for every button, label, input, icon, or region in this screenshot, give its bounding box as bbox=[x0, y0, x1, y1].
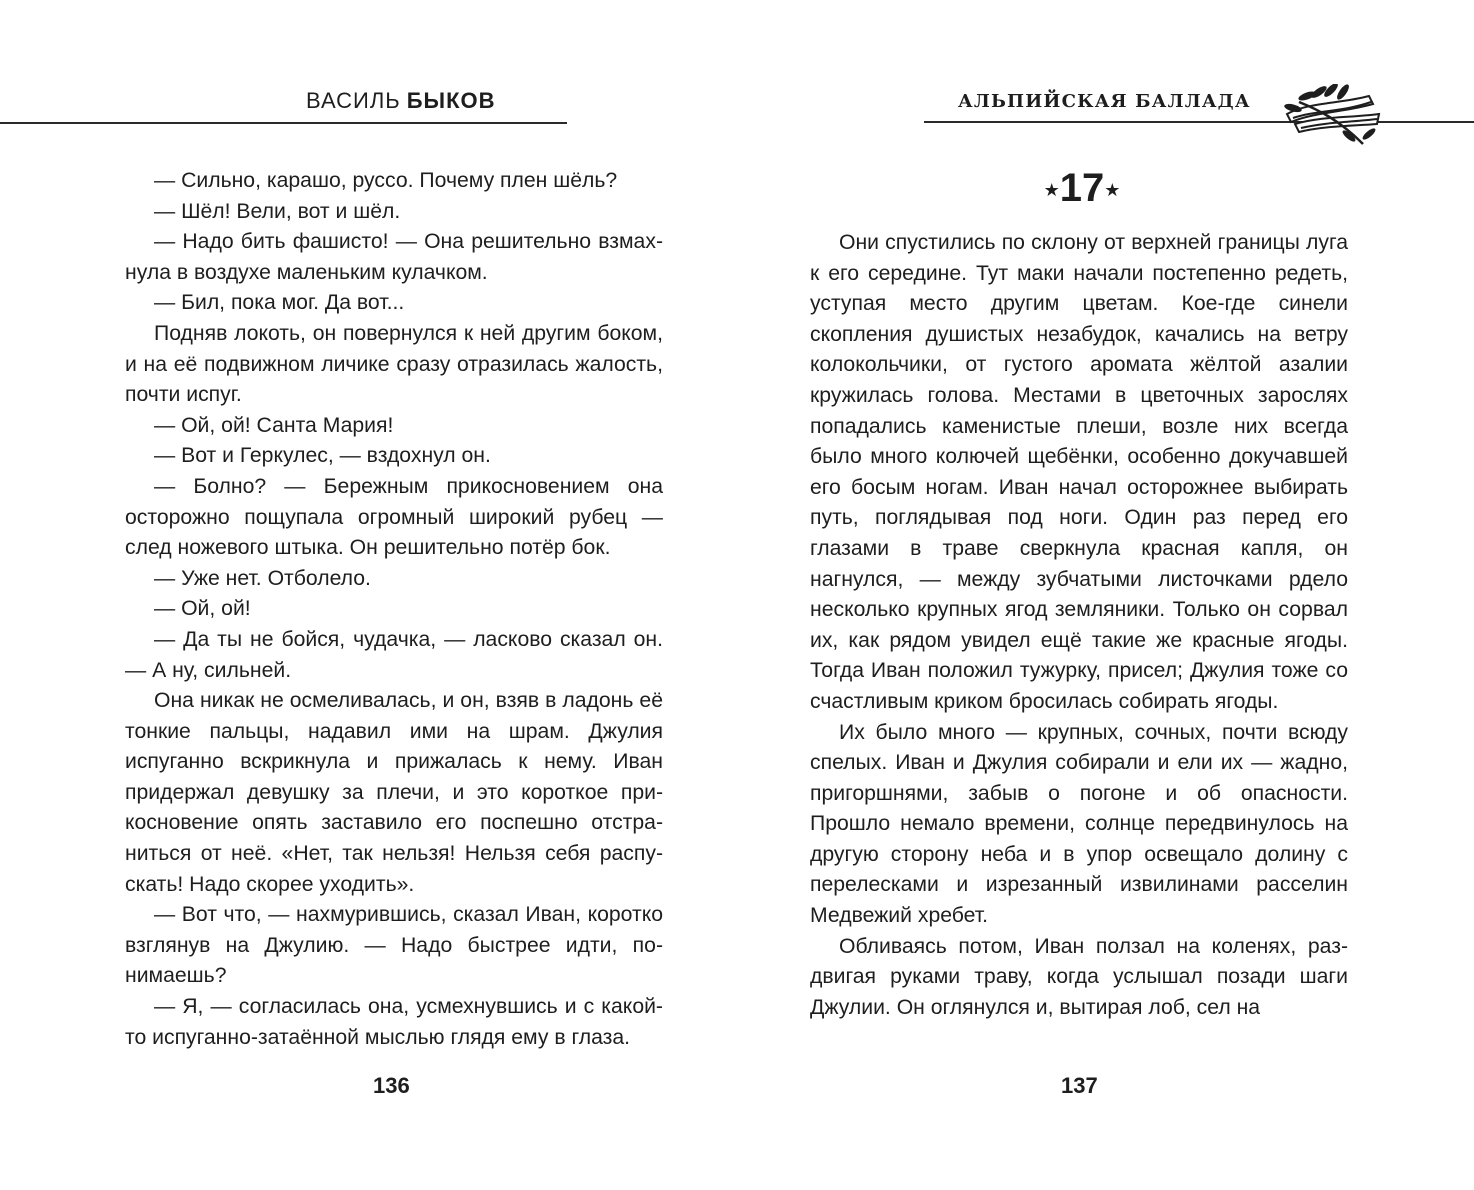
paragraph: — Ой, ой! bbox=[154, 597, 251, 621]
laurel-ribbon-icon bbox=[1279, 84, 1389, 148]
page-number-left: 136 bbox=[373, 1073, 410, 1098]
paragraph: — Шёл! Вели, вот и шёл. bbox=[154, 199, 401, 223]
paragraph: — Уже нет. Отболело. bbox=[154, 566, 371, 590]
running-header-left bbox=[0, 88, 567, 124]
right-page bbox=[737, 0, 1474, 1190]
body-text-right bbox=[810, 228, 1348, 1023]
paragraph: — Надо бить фашисто! — Она решительно взмахнула в воздухе маленьким кулачком. bbox=[125, 230, 663, 284]
paragraph: Их было много — крупных, сочных, почти всюду спелых. Иван и Джулия собирали и ели их — жадно, пригоршнями, забыв о погоне и об опасности. Прошло немало времени, солнце передвинулось на другую сторону неба и в упор освещало долину с перелесками и изрезанный извилинами расселин Медвежий хребет. bbox=[810, 720, 1348, 928]
paragraph: — Бил, пока мог. Да вот... bbox=[154, 291, 405, 315]
star-icon: ★ bbox=[1043, 179, 1060, 200]
paragraph: Она никак не осмеливалась, и он, взяв в ладонь её тонкие пальцы, надавил ими на шрам. Джулия испуганно вскрикнула и прижалась к нему. Иван придержал девушку за плечи, и это короткое прикосновение опять заставило его поспешно отстраниться от неё. «Нет, так нельзя! Нельзя себя распускать! Надо скорее уходить». bbox=[125, 689, 663, 896]
page-number-right: 137 bbox=[1061, 1073, 1098, 1098]
paragraph: — Сильно, карашо, руссо. Почему плен шёль? bbox=[154, 169, 618, 192]
paragraph: — Вот и Геркулес, — вздохнул он. bbox=[154, 444, 491, 468]
header-rule bbox=[924, 121, 1474, 123]
paragraph: — Ой, ой! Санта Мария! bbox=[154, 413, 394, 437]
paragraph: — Я, — согласилась она, усмехнувшись и с какой-то испуганно-затаённой мыслью глядя ему в глаза. bbox=[125, 995, 663, 1049]
book-title: АЛЬПИЙСКАЯ БАЛЛАДА bbox=[958, 91, 1251, 112]
paragraph: Подняв локоть, он повернулся к ней другим боком, и на её подвижном личике сразу отразилась жалость, почти испуг. bbox=[125, 321, 663, 407]
paragraph: Обливаясь потом, Иван ползал на коленях, раздвигая руками траву, когда услышал позади шаги Джулии. Он оглянулся и, вытирая лоб, сел на bbox=[810, 934, 1348, 1019]
author-name bbox=[306, 88, 496, 114]
author-last-name: БЫКОВ bbox=[406, 88, 496, 113]
author-first-name: ВАСИЛЬ bbox=[306, 88, 401, 113]
paragraph: — Болно? — Бережным прикосновением она осторожно пощупала огромный широкий рубец — след ножевого штыка. Он решительно потёр бок. bbox=[125, 474, 663, 560]
paragraph: Они спустились по склону от верхней границы луга к его середине. Тут маки начали постепенно редеть, уступая место другим цветам. Кое-где синели скопления душистых незабудок, качались на ветру колокольчики, от густого аромата жёлтой азалии кружилась голова. Местами в цветочных зарослях попадались каменистые плеши, возле них всегда было много колючей щебёнки, особенно докучавшей его босым ногам. Иван начал осторожнее выбирать путь, поглядывая под ноги. Один раз перед его глазами в траве сверкнула красная капля, он нагнулся, — между зубчатыми листочками рдело несколько крупных ягод земляники. Только он сорвал их, как рядом увидел ещё такие же красные ягоды. Тогда Иван положил тужурку, присел; Джулия тоже со счастливым криком бросилась собирать ягоды. bbox=[810, 231, 1348, 713]
chapter-number: 17 bbox=[1059, 166, 1105, 210]
paragraph: — Да ты не бойся, чудачка, — ласково сказал он. — А ну, сильней. bbox=[125, 627, 663, 682]
star-icon: ★ bbox=[1104, 179, 1121, 200]
body-text-left bbox=[125, 166, 663, 1053]
paragraph: — Вот что, — нахмурившись, сказал Иван, коротко взглянув на Джулию. — Надо быстрее идти, понимаешь? bbox=[125, 903, 663, 988]
chapter-heading bbox=[1037, 166, 1127, 211]
